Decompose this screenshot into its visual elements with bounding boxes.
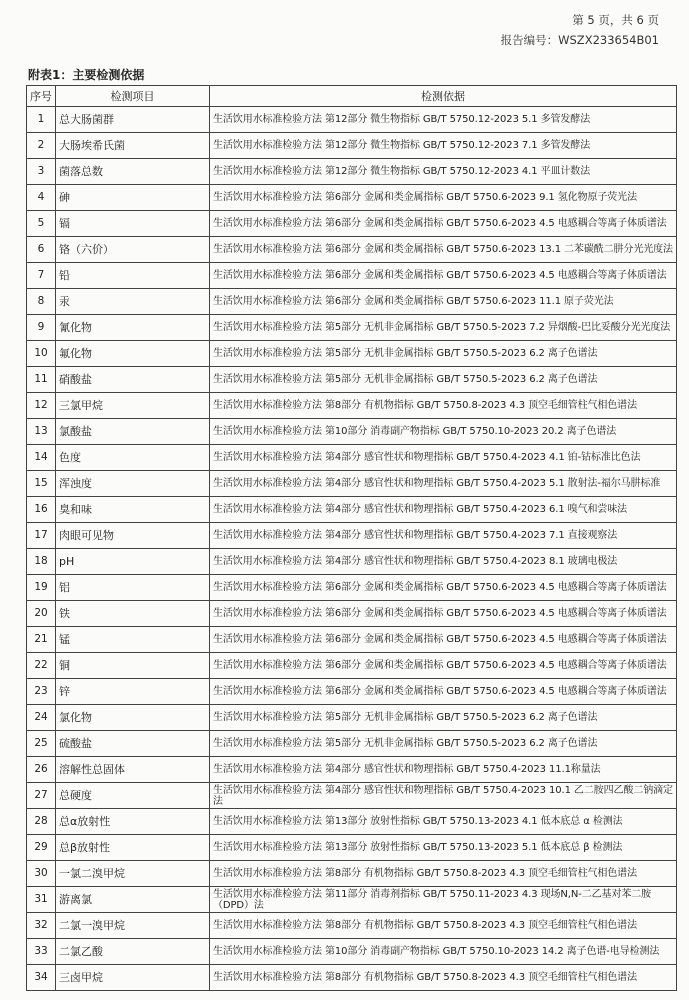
- row-number: 5: [27, 211, 56, 237]
- row-test-item: 色度: [56, 445, 210, 471]
- row-number: 30: [27, 861, 56, 887]
- table-row: [27, 887, 677, 913]
- row-number: 8: [27, 289, 56, 315]
- row-test-item: 铁: [56, 601, 210, 627]
- row-test-item: 铅: [56, 263, 210, 289]
- table-row: [27, 835, 677, 861]
- table-row: [27, 731, 677, 757]
- row-test-item: 氯酸盐: [56, 419, 210, 445]
- table-row: [27, 211, 677, 237]
- row-number: 24: [27, 705, 56, 731]
- table-row: [27, 627, 677, 653]
- row-test-basis: 生活饮用水标准检验方法 第5部分 无机非金属指标 GB/T 5750.5-2023 6.2 离子色谱法: [210, 731, 677, 757]
- row-test-basis: 生活饮用水标准检验方法 第6部分 金属和类金属指标 GB/T 5750.6-2023 4.5 电感耦合等离子体质谱法: [210, 601, 677, 627]
- row-test-item: 锌: [56, 679, 210, 705]
- table-row: [27, 653, 677, 679]
- row-test-basis: 生活饮用水标准检验方法 第6部分 金属和类金属指标 GB/T 5750.6-2023 4.5 电感耦合等离子体质谱法: [210, 679, 677, 705]
- row-test-basis: 生活饮用水标准检验方法 第13部分 放射性指标 GB/T 5750.13-2023 4.1 低本底总 α 检测法: [210, 809, 677, 835]
- row-test-item: 铝: [56, 575, 210, 601]
- row-test-basis: 生活饮用水标准检验方法 第10部分 消毒副产物指标 GB/T 5750.10-2023 14.2 离子色谱-电导检测法: [210, 939, 677, 965]
- row-test-basis: 生活饮用水标准检验方法 第5部分 无机非金属指标 GB/T 5750.5-2023 6.2 离子色谱法: [210, 367, 677, 393]
- row-test-basis: 生活饮用水标准检验方法 第4部分 感官性状和物理指标 GB/T 5750.4-2023 11.1称量法: [210, 757, 677, 783]
- row-test-basis: 生活饮用水标准检验方法 第11部分 消毒剂指标 GB/T 5750.11-2023 4.3 现场N,N-二乙基对苯二胺（DPD）法: [210, 887, 677, 913]
- row-number: 23: [27, 679, 56, 705]
- row-test-basis: 生活饮用水标准检验方法 第6部分 金属和类金属指标 GB/T 5750.6-2023 4.5 电感耦合等离子体质谱法: [210, 653, 677, 679]
- table-row: [27, 679, 677, 705]
- row-test-item: 臭和味: [56, 497, 210, 523]
- table-row: [27, 107, 677, 133]
- row-test-item: 铬（六价）: [56, 237, 210, 263]
- row-number: 22: [27, 653, 56, 679]
- row-number: 29: [27, 835, 56, 861]
- row-test-basis: 生活饮用水标准检验方法 第4部分 感官性状和物理指标 GB/T 5750.4-2023 6.1 嗅气和尝味法: [210, 497, 677, 523]
- row-test-item: 镉: [56, 211, 210, 237]
- row-test-basis: 生活饮用水标准检验方法 第4部分 感官性状和物理指标 GB/T 5750.4-2023 7.1 直接观察法: [210, 523, 677, 549]
- row-test-item: 浑浊度: [56, 471, 210, 497]
- row-test-basis: 生活饮用水标准检验方法 第8部分 有机物指标 GB/T 5750.8-2023 4.3 顶空毛细管柱气相色谱法: [210, 861, 677, 887]
- row-number: 20: [27, 601, 56, 627]
- row-test-item: 三卤甲烷: [56, 965, 210, 991]
- row-number: 10: [27, 341, 56, 367]
- table-title: 附表1：主要检测依据: [28, 68, 145, 82]
- table-header-row: [27, 86, 677, 107]
- row-test-item: 二氯乙酸: [56, 939, 210, 965]
- row-number: 25: [27, 731, 56, 757]
- row-test-item: 氯化物: [56, 705, 210, 731]
- table-row: [27, 289, 677, 315]
- table-row: [27, 939, 677, 965]
- row-test-basis: 生活饮用水标准检验方法 第5部分 无机非金属指标 GB/T 5750.5-2023 6.2 离子色谱法: [210, 341, 677, 367]
- row-test-item: 氟化物: [56, 341, 210, 367]
- row-test-item: 三氯甲烷: [56, 393, 210, 419]
- testing-basis-table: [26, 85, 677, 991]
- column-header-item: 检测项目: [56, 86, 210, 107]
- row-test-item: 菌落总数: [56, 159, 210, 185]
- row-number: 18: [27, 549, 56, 575]
- row-number: 31: [27, 887, 56, 913]
- row-test-item: 砷: [56, 185, 210, 211]
- page-header: [501, 10, 659, 50]
- row-number: 21: [27, 627, 56, 653]
- row-test-basis: 生活饮用水标准检验方法 第5部分 无机非金属指标 GB/T 5750.5-2023 7.2 异烟酸-巴比妥酸分光光度法: [210, 315, 677, 341]
- table-row: [27, 471, 677, 497]
- row-test-basis: 生活饮用水标准检验方法 第5部分 无机非金属指标 GB/T 5750.5-2023 6.2 离子色谱法: [210, 705, 677, 731]
- row-number: 32: [27, 913, 56, 939]
- page-number: 第 5 页，共 6 页: [572, 13, 659, 27]
- table-row: [27, 185, 677, 211]
- row-number: 4: [27, 185, 56, 211]
- table-row: [27, 237, 677, 263]
- table-row: [27, 159, 677, 185]
- row-number: 33: [27, 939, 56, 965]
- table-row: [27, 341, 677, 367]
- row-number: 9: [27, 315, 56, 341]
- table-body: [27, 107, 677, 991]
- row-test-item: 一氯二溴甲烷: [56, 861, 210, 887]
- row-number: 6: [27, 237, 56, 263]
- row-test-basis: 生活饮用水标准检验方法 第4部分 感官性状和物理指标 GB/T 5750.4-2023 4.1 铂-钴标准比色法: [210, 445, 677, 471]
- row-test-item: 游离氯: [56, 887, 210, 913]
- row-test-basis: 生活饮用水标准检验方法 第6部分 金属和类金属指标 GB/T 5750.6-2023 13.1 二苯碳酰二肼分光光度法: [210, 237, 677, 263]
- report-number: 报告编号：WSZX233654B01: [500, 33, 659, 47]
- row-test-basis: 生活饮用水标准检验方法 第12部分 微生物指标 GB/T 5750.12-2023 5.1 多管发酵法: [210, 107, 677, 133]
- row-test-item: 二氯一溴甲烷: [56, 913, 210, 939]
- table-row: [27, 705, 677, 731]
- row-test-basis: 生活饮用水标准检验方法 第13部分 放射性指标 GB/T 5750.13-2023 5.1 低本底总 β 检测法: [210, 835, 677, 861]
- row-number: 17: [27, 523, 56, 549]
- row-test-basis: 生活饮用水标准检验方法 第6部分 金属和类金属指标 GB/T 5750.6-2023 9.1 氢化物原子荧光法: [210, 185, 677, 211]
- row-test-basis: 生活饮用水标准检验方法 第6部分 金属和类金属指标 GB/T 5750.6-2023 4.5 电感耦合等离子体质谱法: [210, 575, 677, 601]
- row-test-basis: 生活饮用水标准检验方法 第6部分 金属和类金属指标 GB/T 5750.6-2023 4.5 电感耦合等离子体质谱法: [210, 627, 677, 653]
- row-test-basis: 生活饮用水标准检验方法 第8部分 有机物指标 GB/T 5750.8-2023 4.3 顶空毛细管柱气相色谱法: [210, 393, 677, 419]
- row-number: 26: [27, 757, 56, 783]
- row-test-basis: 生活饮用水标准检验方法 第4部分 感官性状和物理指标 GB/T 5750.4-2023 10.1 乙二胺四乙酸二钠滴定法: [210, 783, 677, 809]
- row-test-item: 硫酸盐: [56, 731, 210, 757]
- row-number: 3: [27, 159, 56, 185]
- table-row: [27, 783, 677, 809]
- row-test-basis: 生活饮用水标准检验方法 第12部分 微生物指标 GB/T 5750.12-2023 4.1 平皿计数法: [210, 159, 677, 185]
- table-row: [27, 549, 677, 575]
- row-number: 2: [27, 133, 56, 159]
- row-test-item: pH: [56, 549, 210, 575]
- row-number: 34: [27, 965, 56, 991]
- table-row: [27, 263, 677, 289]
- row-test-item: 大肠埃希氏菌: [56, 133, 210, 159]
- table-row: [27, 575, 677, 601]
- table-row: [27, 965, 677, 991]
- table-row: [27, 809, 677, 835]
- row-number: 12: [27, 393, 56, 419]
- table-row: [27, 601, 677, 627]
- column-header-no: 序号: [27, 86, 56, 107]
- table-row: [27, 861, 677, 887]
- row-test-item: 总α放射性: [56, 809, 210, 835]
- row-test-basis: 生活饮用水标准检验方法 第12部分 微生物指标 GB/T 5750.12-2023 7.1 多管发酵法: [210, 133, 677, 159]
- row-test-item: 锰: [56, 627, 210, 653]
- row-number: 13: [27, 419, 56, 445]
- row-number: 14: [27, 445, 56, 471]
- row-test-basis: 生活饮用水标准检验方法 第4部分 感官性状和物理指标 GB/T 5750.4-2023 8.1 玻璃电极法: [210, 549, 677, 575]
- row-test-item: 溶解性总固体: [56, 757, 210, 783]
- row-test-item: 总β放射性: [56, 835, 210, 861]
- column-header-basis: 检测依据: [210, 86, 677, 107]
- table-row: [27, 315, 677, 341]
- table-row: [27, 497, 677, 523]
- table-row: [27, 393, 677, 419]
- row-number: 15: [27, 471, 56, 497]
- table-row: [27, 757, 677, 783]
- row-test-basis: 生活饮用水标准检验方法 第8部分 有机物指标 GB/T 5750.8-2023 4.3 顶空毛细管柱气相色谱法: [210, 913, 677, 939]
- table-row: [27, 133, 677, 159]
- row-test-basis: 生活饮用水标准检验方法 第6部分 金属和类金属指标 GB/T 5750.6-2023 11.1 原子荧光法: [210, 289, 677, 315]
- row-number: 28: [27, 809, 56, 835]
- row-test-item: 汞: [56, 289, 210, 315]
- table-row: [27, 419, 677, 445]
- row-test-item: 肉眼可见物: [56, 523, 210, 549]
- row-test-basis: 生活饮用水标准检验方法 第6部分 金属和类金属指标 GB/T 5750.6-2023 4.5 电感耦合等离子体质谱法: [210, 211, 677, 237]
- row-number: 16: [27, 497, 56, 523]
- row-test-item: 铜: [56, 653, 210, 679]
- row-test-item: 氰化物: [56, 315, 210, 341]
- row-number: 7: [27, 263, 56, 289]
- table-row: [27, 445, 677, 471]
- row-test-item: 硝酸盐: [56, 367, 210, 393]
- row-test-basis: 生活饮用水标准检验方法 第6部分 金属和类金属指标 GB/T 5750.6-2023 4.5 电感耦合等离子体质谱法: [210, 263, 677, 289]
- row-number: 27: [27, 783, 56, 809]
- row-test-item: 总大肠菌群: [56, 107, 210, 133]
- row-number: 11: [27, 367, 56, 393]
- table-row: [27, 913, 677, 939]
- row-number: 1: [27, 107, 56, 133]
- row-test-basis: 生活饮用水标准检验方法 第8部分 有机物指标 GB/T 5750.8-2023 4.3 顶空毛细管柱气相色谱法: [210, 965, 677, 991]
- row-test-basis: 生活饮用水标准检验方法 第4部分 感官性状和物理指标 GB/T 5750.4-2023 5.1 散射法-福尔马肼标准: [210, 471, 677, 497]
- row-number: 19: [27, 575, 56, 601]
- row-test-item: 总硬度: [56, 783, 210, 809]
- table-row: [27, 367, 677, 393]
- row-test-basis: 生活饮用水标准检验方法 第10部分 消毒副产物指标 GB/T 5750.10-2023 20.2 离子色谱法: [210, 419, 677, 445]
- table-row: [27, 523, 677, 549]
